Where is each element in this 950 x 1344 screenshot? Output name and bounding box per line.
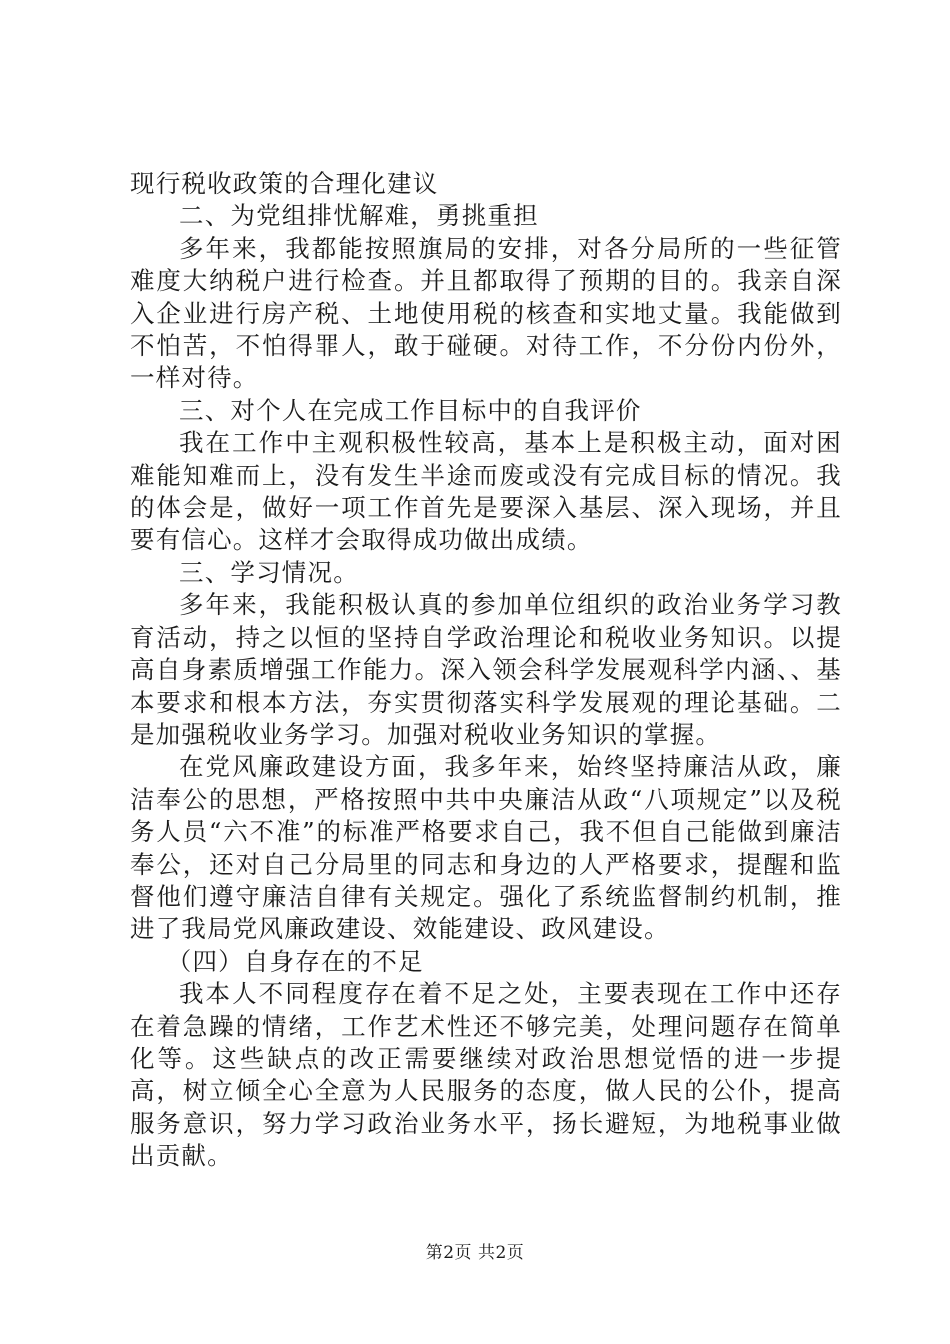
paragraph-study: 多年来，我能积极认真的参加单位组织的政治业务学习教育活动，持之以恒的坚持自学政治理论和税收业务知识。以提高自身素质增强工作能力。深入领会科学发展观科学内涵、、基本要求和根本方法，夯实贯彻落实科学发展观的理论基础。二是加强税收业务学习。加强对税收业务知识的掌握。 bbox=[130, 590, 842, 749]
paragraph-continued-title: 现行税收政策的合理化建议 bbox=[130, 169, 439, 198]
section-heading-2: 二、为党组排忧解难，勇挑重担 bbox=[179, 201, 539, 231]
paragraph-self-evaluation: 我在工作中主观积极性较高，基本上是积极主动，面对困难能知难而上，没有发生半途而废或没有完成目标的情况。我的体会是，做好一项工作首先是要深入基层、深入现场，并且要有信心。这样才会取得成功做出成绩。 bbox=[130, 428, 842, 555]
paragraph-inspection: 多年来，我都能按照旗局的安排，对各分局所的一些征管难度大纳税户进行检查。并且都取得了预期的目的。我亲自深入企业进行房产税、土地使用税的核查和实地丈量。我能做到不怕苦，不怕得罪人，敢于碰硬。对待工作，不分份内份外，一样对待。 bbox=[130, 233, 842, 393]
section-heading-4-shortcomings: （四）自身存在的不足 bbox=[166, 946, 424, 976]
section-heading-3-self-evaluation: 三、对个人在完成工作目标中的自我评价 bbox=[179, 395, 642, 425]
page-number-footer: 第2页 共2页 bbox=[425, 1243, 525, 1263]
paragraph-integrity: 在党风廉政建设方面，我多年来，始终坚持廉洁从政，廉洁奉公的思想，严格按照中共中央廉洁从政“八项规定”以及税务人员“六不准”的标准严格要求自己，我不但自己能做到廉洁奉公，还对自己分局里的同志和身边的人严格要求，提醒和监督他们遵守廉洁自律有关规定。强化了系统监督制约机制，推进了我局党风廉政建设、效能建设、政风建设。 bbox=[130, 752, 842, 944]
paragraph-shortcomings: 我本人不同程度存在着不足之处，主要表现在工作中还存在着急躁的情绪，工作艺术性还不够完美，处理问题存在简单化等。这些缺点的改正需要继续对政治思想觉悟的进一步提高，树立倾全心全意为人民服务的态度，做人民的公仆，提高服务意识，努力学习政治业务水平，扬长避短，为地税事业做出贡献。 bbox=[130, 979, 842, 1171]
document-body bbox=[130, 168, 842, 1173]
section-heading-3-study: 三、学习情况。 bbox=[179, 557, 359, 587]
